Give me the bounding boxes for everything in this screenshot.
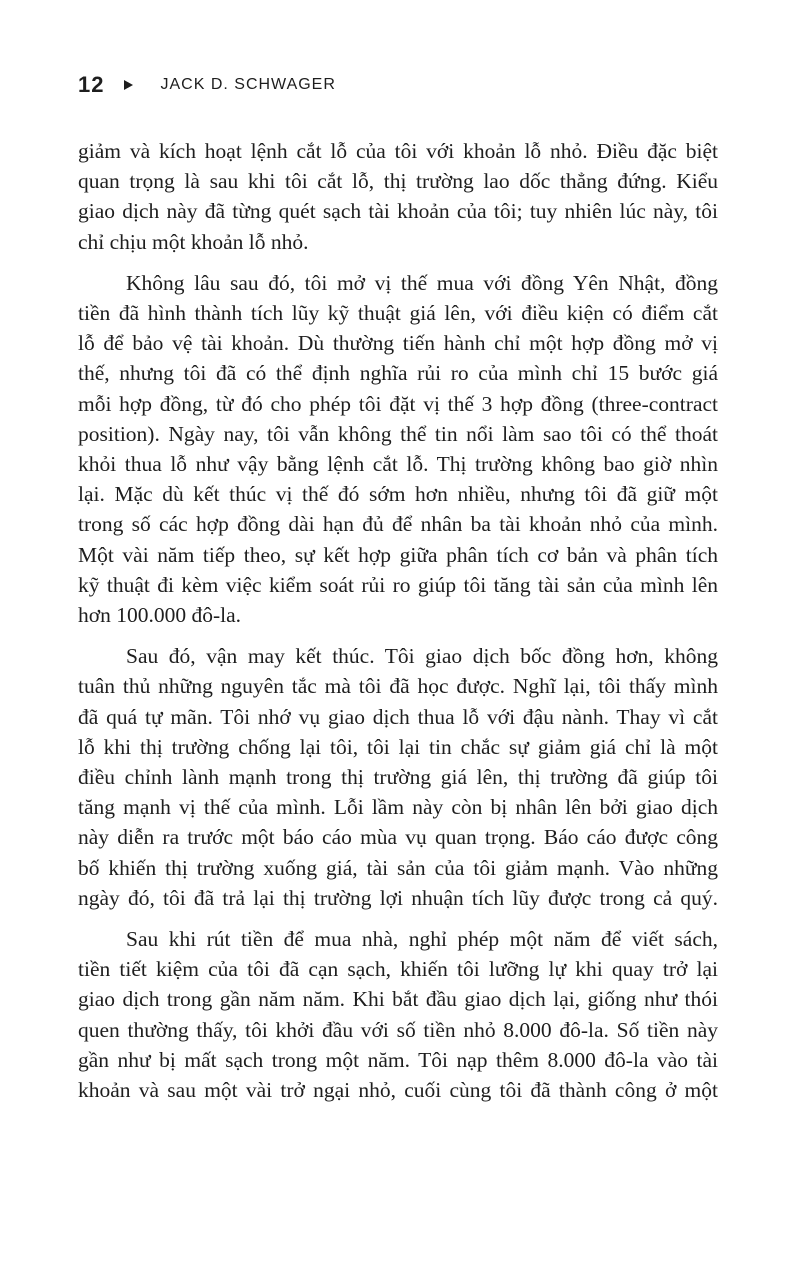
text-line: mỗi hợp đồng, từ đó cho phép tôi đặt vị thế 3 hợp đồng (three-contract: [78, 391, 718, 416]
text-line: tiền đã hình thành tích lũy kỹ thuật giá lên, với điều kiện có điểm cắt: [78, 301, 718, 326]
text-line: kỹ thuật đi kèm việc kiểm soát rủi ro giúp tôi tăng tài sản của mình lên: [78, 572, 718, 597]
paragraph-2: [78, 268, 718, 630]
text-line: gần như bị mất sạch trong một năm. Tôi nạp thêm 8.000 đô-la vào tài: [78, 1047, 718, 1072]
paragraph-3: [78, 641, 718, 913]
text-line: Không lâu sau đó, tôi mở vị thế mua với đồng Yên Nhật, đồng: [126, 270, 718, 295]
text-line: tăng mạnh vị thế của mình. Lỗi lầm này còn bị nhân lên bởi giao dịch: [78, 795, 718, 820]
text-line: bố khiến thị trường xuống giá, tài sản của tôi giảm mạnh. Vào những: [78, 855, 718, 880]
text-line: hơn 100.000 đô-la.: [78, 603, 242, 628]
text-line: quan trọng là sau khi tôi cắt lỗ, thị trường lao dốc thẳng đứng. Kiểu: [78, 169, 718, 194]
text-line: khỏi thua lỗ như vậy bằng lệnh cắt lỗ. Thị trường không bao giờ nhìn: [78, 452, 718, 477]
text-line: lại. Mặc dù kết thúc vị thế đó sớm hơn nhiều, nhưng tôi đã giữ một: [78, 482, 718, 507]
text-line: lỗ để bảo vệ tài khoản. Dù thường tiến hành chỉ một hợp đồng mở vị: [78, 331, 718, 356]
text-line: Một vài năm tiếp theo, sự kết hợp giữa phân tích cơ bản và phân tích: [78, 542, 718, 567]
text-line: tuân thủ những nguyên tắc mà tôi đã học được. Nghĩ lại, tôi thấy mình: [78, 674, 718, 699]
text-line: khoản và sau một vài trở ngại nhỏ, cuối cùng tôi đã thành công ở một: [78, 1078, 718, 1103]
running-head-author: JACK D. SCHWAGER: [160, 76, 336, 93]
text-line: giao dịch này đã từng quét sạch tài khoản của tôi; tuy nhiên lúc này, tôi: [78, 199, 718, 224]
text-line: thế, nhưng tôi đã có thể định nghĩa rủi ro của mình chỉ 15 bước giá: [78, 361, 718, 386]
text-line: Sau đó, vận may kết thúc. Tôi giao dịch bốc đồng hơn, không: [126, 644, 718, 669]
text-line: tiền tiết kiệm của tôi đã cạn sạch, khiến tôi lưỡng lự khi quay trở lại: [78, 957, 718, 982]
body-text: [78, 136, 718, 1105]
text-line: này diễn ra trước một báo cáo mùa vụ quan trọng. Báo cáo được công: [78, 825, 718, 850]
text-line: lỗ khi thị trường chống lại tôi, tôi lại tin chắc sự giảm giá chỉ là một: [78, 734, 718, 759]
page-number: 12: [78, 72, 105, 97]
text-line: position). Ngày nay, tôi vẫn không thể tin nổi làm sao tôi có thể thoát: [78, 421, 718, 446]
text-line: chỉ chịu một khoản lỗ nhỏ.: [78, 229, 309, 254]
text-line: giao dịch trong gần năm năm. Khi bắt đầu giao dịch lại, giống như thói: [78, 987, 718, 1012]
paragraph-4: [78, 924, 718, 1105]
text-line: Sau khi rút tiền để mua nhà, nghỉ phép một năm để viết sách,: [126, 927, 718, 952]
text-line: trong số các hợp đồng dài hạn đủ để nhân ba tài khoản nhỏ của mình.: [78, 512, 718, 537]
paragraph-1: [78, 136, 718, 257]
triangle-arrow-icon: [124, 80, 133, 90]
page-header: [78, 72, 336, 98]
text-line: quen thường thấy, tôi khởi đầu với số tiền nhỏ 8.000 đô-la. Số tiền này: [78, 1017, 718, 1042]
text-line: giảm và kích hoạt lệnh cắt lỗ của tôi với khoản lỗ nhỏ. Điều đặc biệt: [78, 139, 718, 163]
text-line: điều chỉnh lành mạnh trong thị trường giá lên, thị trường đã giúp tôi: [78, 765, 718, 790]
text-line: đã quá tự mãn. Tôi nhớ vụ giao dịch thua lỗ với đậu nành. Thay vì cắt: [78, 704, 718, 729]
text-line: ngày đó, tôi đã trả lại thị trường lợi nhuận tích lũy được trong cả quý.: [78, 885, 718, 910]
